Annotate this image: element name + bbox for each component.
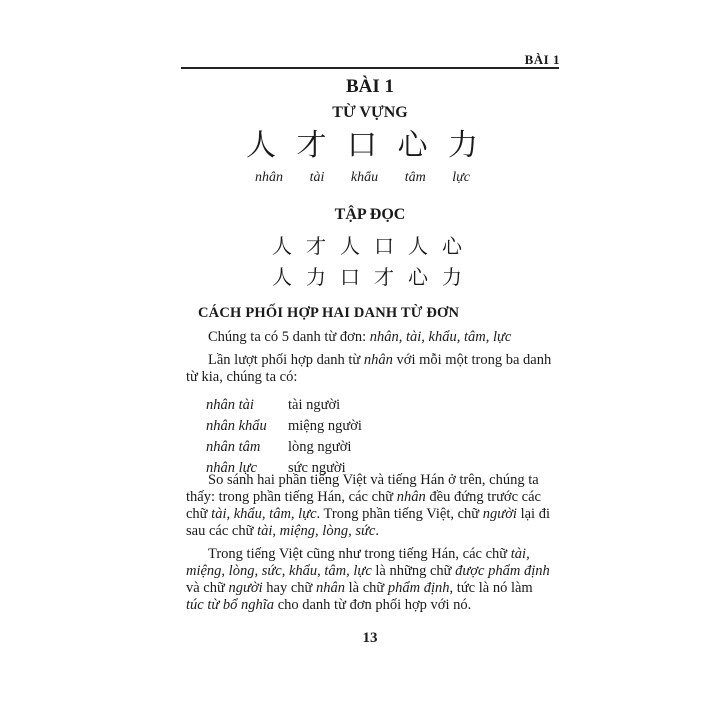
text-run-italic: túc từ bổ nghĩa xyxy=(186,597,275,613)
paragraph-intro xyxy=(186,329,554,346)
text-run: và chữ xyxy=(186,580,229,596)
text-run-italic: nhân xyxy=(363,352,393,368)
term-meaning: sức người xyxy=(288,460,346,476)
reading-line xyxy=(272,232,462,260)
page-number: 13 xyxy=(362,630,378,646)
text-run-italic: được phẩm định xyxy=(455,563,550,579)
text-run-italic: phẩm định xyxy=(387,580,450,596)
paragraph-explanation xyxy=(186,546,554,614)
text-run: Trong tiếng Việt cũng như trong tiếng Hán, các chữ xyxy=(208,546,511,562)
term-row xyxy=(206,416,362,437)
text-run-italic: người xyxy=(228,580,263,596)
reading-char: 心 xyxy=(408,265,428,289)
term: nhân tài xyxy=(206,397,254,413)
term: nhân lực xyxy=(206,460,257,476)
text-run: , tức là nó làm xyxy=(449,580,533,596)
reading-char: 人 xyxy=(272,265,292,289)
text-run: lại đi sau các chữ xyxy=(186,506,550,539)
text-run-italic: nhân xyxy=(316,580,346,596)
term-meaning: lòng người xyxy=(288,439,352,455)
text-run: . xyxy=(375,523,379,539)
term-row xyxy=(206,437,362,458)
term-meaning: tài người xyxy=(288,397,341,413)
reading-heading: TẬP ĐỌC xyxy=(334,206,406,223)
reading-char: 人 xyxy=(408,234,428,258)
vocab-reading: tâm xyxy=(404,170,426,185)
vocab-reading: lực xyxy=(452,170,470,185)
vocab-reading: nhân xyxy=(255,170,283,185)
text-run-italic: tài, miệng, lòng, sức, khẩu, tâm, lực xyxy=(186,546,530,579)
text-run: hay chữ xyxy=(262,580,317,596)
reading-line xyxy=(272,263,462,291)
text-run: Chúng ta có 5 danh từ đơn: xyxy=(208,329,370,345)
text-run: với mỗi một trong ba danh từ kia, chúng ta có: xyxy=(186,352,552,385)
term: nhân tâm xyxy=(206,439,261,455)
vocab-char: 才 xyxy=(296,128,327,163)
lesson-title: BÀI 1 xyxy=(345,76,395,97)
reading-char: 口 xyxy=(340,265,360,289)
reading-char: 口 xyxy=(374,234,394,258)
term-meaning: miệng người xyxy=(288,418,362,434)
section-heading: CÁCH PHỐI HỢP HAI DANH TỪ ĐƠN xyxy=(198,305,460,321)
text-run-italic: người xyxy=(482,506,517,522)
text-run: đều đứng trước các chữ xyxy=(186,489,541,522)
term: nhân khẩu xyxy=(206,418,267,434)
text-run: cho danh từ đơn phối hợp với nó. xyxy=(274,597,472,613)
reading-char: 才 xyxy=(306,234,326,258)
reading-char: 力 xyxy=(306,265,326,289)
text-run: Lần lượt phối hợp danh từ xyxy=(208,352,364,368)
term-row xyxy=(206,395,362,416)
vocab-char: 人 xyxy=(246,128,276,163)
vocab-reading: khẩu xyxy=(350,170,379,185)
term-list xyxy=(206,395,362,479)
vocab-reading: tài xyxy=(309,170,325,185)
paragraph-combination xyxy=(186,352,554,386)
reading-char: 人 xyxy=(272,234,292,258)
running-head: BÀI 1 xyxy=(524,52,560,67)
text-run-italic: nhân xyxy=(396,489,426,505)
reading-char: 才 xyxy=(374,265,394,289)
vocab-readings xyxy=(255,170,470,186)
text-run-italic: tài, khẩu, tâm, lực xyxy=(211,506,317,522)
text-run: là những chữ xyxy=(371,563,456,579)
text-run: So sánh hai phần tiếng Việt và tiếng Hán ở trên, chúng ta thấy: trong phần tiếng Hán, các chữ xyxy=(186,472,539,505)
text-run: . Trong phần tiếng Việt, chữ xyxy=(316,506,483,522)
reading-char: 人 xyxy=(340,234,360,258)
vocab-char: 力 xyxy=(448,128,478,163)
header-rule xyxy=(181,67,559,69)
text-run-italic: tài, miệng, lòng, sức xyxy=(257,523,376,539)
vocab-characters xyxy=(246,126,478,166)
vocab-char: 心 xyxy=(397,128,428,163)
vocab-heading: TỪ VỰNG xyxy=(332,104,408,121)
vocab-char: 口 xyxy=(347,128,377,163)
reading-char: 心 xyxy=(442,234,462,258)
text-run-italic: nhân, tài, khẩu, tâm, lực xyxy=(369,329,512,345)
reading-char: 力 xyxy=(442,265,462,289)
text-run: là chữ xyxy=(345,580,388,596)
paragraph-comparison xyxy=(186,472,554,540)
